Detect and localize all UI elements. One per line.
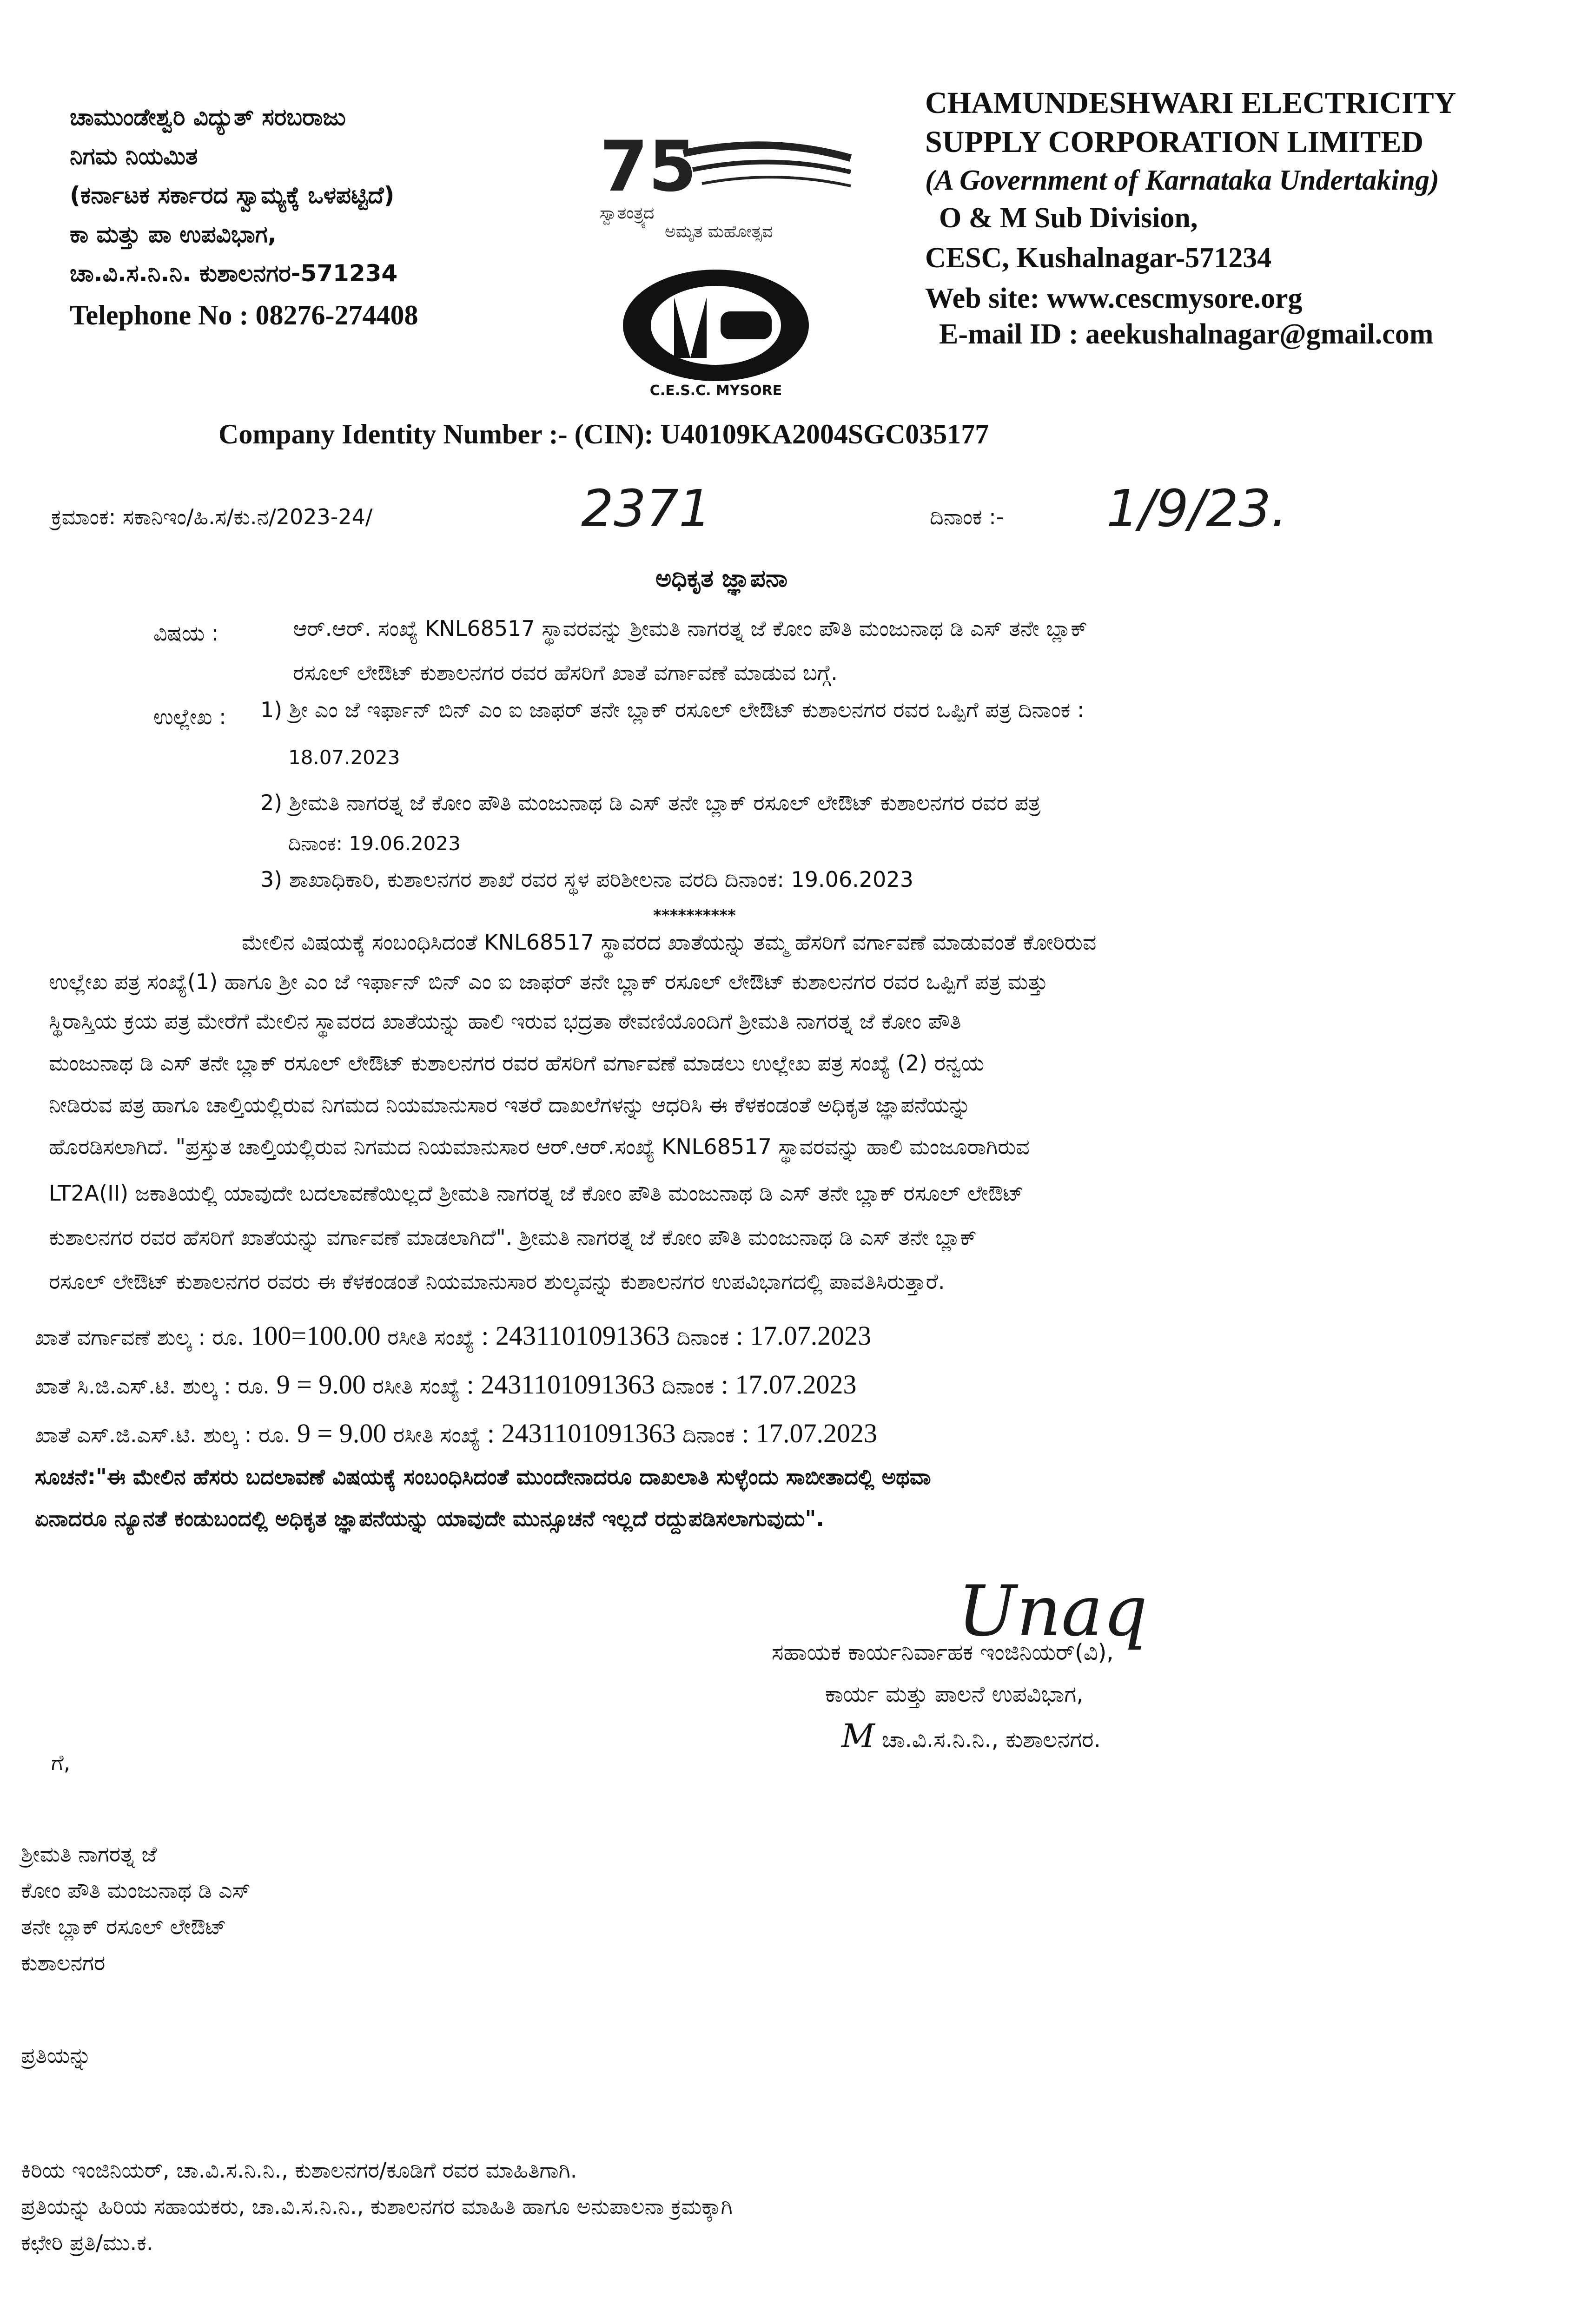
org-govt-kn: (ಕರ್ನಾಟಕ ಸರ್ಕಾರದ ಸ್ವಾಮ್ಯಕ್ಕೆ ಒಳಪಟ್ಟಿದೆ) [70,182,395,209]
subject-line-2: ರಸೂಲ್ ಲೇಔಟ್ ಕುಶಾಲನಗರ ರವರ ಹೆಸರಿಗೆ ಖಾತೆ ವರ್ಗಾವಣೆ ಮಾಡುವ ಬಗ್ಗೆ. [293,660,838,685]
amrit-badge-icon [590,125,897,242]
separator: ********** [653,906,736,925]
fee-row-sgst: ಖಾತೆ ಎಸ್.ಜಿ.ಎಸ್.ಟಿ. ಶುಲ್ಕ : ರೂ. 9 = 9.00 ರಸೀತಿ ಸಂಖ್ಯೆ : 2431101091363 ದಿನಾಂಕ : 17.07.2023 [35,1418,877,1448]
recipient-line-3: ತನೇ ಬ್ಲಾಕ್ ರಸೂಲ್ ಲೇಔಟ್ [21,1914,226,1939]
recipient-line-1: ಶ್ರೀಮತಿ ನಾಗರತ್ನ ಜೆ [21,1842,157,1867]
reference-2-date: ದಿನಾಂಕ: 19.06.2023 [288,832,461,855]
subdivision-en: O & M Sub Division, [939,202,1198,234]
copy-list [21,2152,733,2261]
paragraph-line-9: ರಸೂಲ್ ಲೇಔಟ್ ಕುಶಾಲನಗರ ರವರು ಈ ಕೆಳಕಂಡಂತೆ ನಿಯಮಾನುಸಾರ ಶುಲ್ಕವನ್ನು ಕುಶಾಲನಗರ ಉಪವಿಭಾಗದಲ್ಲಿ ಪಾವತಿಸಿರುತ್ತಾರೆ. [49,1269,945,1294]
signature-handwritten: Unaq [958,1571,1148,1652]
copy-line-1: ಕಿರಿಯ ಇಂಜಿನಿಯರ್, ಚಾ.ವಿ.ಸ.ನಿ.ನಿ., ಕುಶಾಲನಗರ/ಕೂಡಿಗೆ ರವರ ಮಾಹಿತಿಗಾಗಿ. [21,2158,577,2183]
cesc-logo [609,260,823,400]
signatory-location: M ಚಾ.ವಿ.ಸ.ನಿ.ನಿ., ಕುಶಾಲನಗರ. [841,1717,1101,1755]
email: E-mail ID : aeekushalnagar@gmail.com [939,318,1434,350]
note-line-2: ಏನಾದರೂ ನ್ಯೂನತೆ ಕಂಡುಬಂದಲ್ಲಿ ಅಧಿಕೃತ ಜ್ಞಾಪನೆಯನ್ನು ಯಾವುದೇ ಮುನ್ಸೂಚನೆ ಇಲ್ಲದೆ ರದ್ದುಪಡಿಸಲಾಗುವುದು". [35,1506,824,1531]
logo-caption: C.E.S.C. MYSORE [649,383,782,399]
initial-mark: M [841,1717,875,1755]
subject-label: ವಿಷಯ : [153,621,219,646]
fee-row-cgst: ಖಾತೆ ಸಿ.ಜಿ.ಎಸ್.ಟಿ. ಶುಲ್ಕ : ರೂ. 9 = 9.00 ರಸೀತಿ ಸಂಖ್ಯೆ : 2431101091363 ದಿನಾಂಕ : 17.07.2023 [35,1369,857,1400]
note-line-1: ಸೂಚನೆ:"ಈ ಮೇಲಿನ ಹೆಸರು ಬದಲಾವಣೆ ವಿಷಯಕ್ಕೆ ಸಂಬಂಧಿಸಿದಂತೆ ಮುಂದೇನಾದರೂ ದಾಖಲಾತಿ ಸುಳ್ಳೆಂದು ಸಾಬೀತಾದಲ್ಲಿ ಅಥವಾ [35,1464,931,1489]
date-label: ದಿನಾಂಕ :- [930,504,1004,529]
ref-number-handwritten: 2371 [581,479,711,538]
subdivision-kn: ಕಾ ಮತ್ತು ಪಾ ಉಪವಿಭಾಗ, [70,221,277,248]
reference-3: 3) ಶಾಖಾಧಿಕಾರಿ, ಕುಶಾಲನಗರ ಶಾಖೆ ರವರ ಸ್ಥಳ ಪರಿಶೀಲನಾ ವರದಿ ದಿನಾಂಕ: 19.06.2023 [260,867,913,892]
org-govt-en: (A Government of Karnataka Undertaking) [925,165,1439,196]
to-label: ಗೆ, [51,1750,71,1775]
website: Web site: www.cescmysore.org [925,283,1303,314]
header-left-block [70,98,418,335]
paragraph-line-8: ಕುಶಾಲನಗರ ರವರ ಹೆಸರಿಗೆ ಖಾತೆಯನ್ನು ವರ್ಗಾವಣೆ ಮಾಡಲಾಗಿದೆ". ಶ್ರೀಮತಿ ನಾಗರತ್ನ ಜೆ ಕೋಂ ಪೌತಿ ಮಂಜುನಾಥ ಡಿ ಎಸ್ ತನೇ ಬ್ಲಾಕ್ [49,1225,977,1250]
badge-caption-2: ಅಮೃತ ಮಹೋತ್ಸವ [665,222,773,241]
amrit-badge [590,125,897,242]
org-name-kn-1: ಚಾಮುಂಡೇಶ್ವರಿ ವಿದ್ಯುತ್ ಸರಬರಾಜು [70,104,346,131]
paragraph-line-4: ಮಂಜುನಾಥ ಡಿ ಎಸ್ ತನೇ ಬ್ಲಾಕ್ ರಸೂಲ್ ಲೇಔಟ್ ಕುಶಾಲನಗರ ರವರ ಹೆಸರಿಗೆ ವರ್ಗಾವಣೆ ಮಾಡಲು ಉಲ್ಲೇಖ ಪತ್ರ ಸಂಖ್ಯೆ (2) ರನ್ವಯ [49,1050,985,1076]
telephone: Telephone No : 08276-274408 [70,300,418,330]
fee-row-transfer: ಖಾತೆ ವರ್ಗಾವಣೆ ಶುಲ್ಕ : ರೂ. 100=100.00 ರಸೀತಿ ಸಂಖ್ಯೆ : 2431101091363 ದಿನಾಂಕ : 17.07.2023 [35,1320,872,1351]
signature-block [772,1631,1114,1761]
copy-line-2: ಪ್ರತಿಯನ್ನು ಹಿರಿಯ ಸಹಾಯಕರು, ಚಾ.ವಿ.ಸ.ನಿ.ನಿ., ಕುಶಾಲನಗರ ಮಾಹಿತಿ ಹಾಗೂ ಅನುಪಾಲನಾ ಕ್ರಮಕ್ಕಾಗಿ [21,2194,733,2219]
reference-1-date: 18.07.2023 [288,746,400,769]
page-title: ಅಧಿಕೃತ ಜ್ಞಾಪನಾ [655,565,788,593]
signatory-office: ಕಾರ್ಯ ಮತ್ತು ಪಾಲನೆ ಉಪವಿಭಾಗ, [825,1681,1084,1707]
badge-caption-1: ಸ್ವಾತಂತ್ರ್ಯದ [600,204,655,223]
address-en: CESC, Kushalnagar-571234 [925,242,1272,274]
reference-1: 1) ಶ್ರೀ ಎಂ ಜೆ ಇರ್ಫಾನ್ ಬಿನ್ ಎಂ ಐ ಜಾಫರ್ ತನೇ ಬ್ಲಾಕ್ ರಸೂಲ್ ಲೇಔಟ್ ಕುಶಾಲನಗರ ರವರ ಒಪ್ಪಿಗೆ ಪತ್ರ ದಿನಾಂಕ : [260,697,1085,722]
badge-number: 75 [600,126,697,207]
reference-2: 2) ಶ್ರೀಮತಿ ನಾಗರತ್ನ ಜೆ ಕೋಂ ಪೌತಿ ಮಂಜುನಾಥ ಡಿ ಎಸ್ ತನೇ ಬ್ಲಾಕ್ ರಸೂಲ್ ಲೇಔಟ್ ಕುಶಾಲನಗರ ರವರ ಪತ್ರ [260,790,1041,815]
subject-line-1: ಆರ್.ಆರ್. ಸಂಖ್ಯೆ KNL68517 ಸ್ಥಾವರವನ್ನು ಶ್ರೀಮತಿ ನಾಗರತ್ನ ಜೆ ಕೋಂ ಪೌತಿ ಮಂಜುನಾಥ ಡಿ ಎಸ್ ತನೇ ಬ್ಲಾಕ್ [293,616,1087,641]
header-right-block [925,84,1456,350]
recipient-line-2: ಕೋಂ ಪೌತಿ ಮಂಜುನಾಥ ಡಿ ಎಸ್ [21,1878,251,1903]
org-name-en-2: SUPPLY CORPORATION LIMITED [925,125,1424,159]
date-handwritten: 1/9/23. [1106,479,1288,538]
paragraph-line-2: ಉಲ್ಲೇಖ ಪತ್ರ ಸಂಖ್ಯೆ(1) ಹಾಗೂ ಶ್ರೀ ಎಂ ಜೆ ಇರ್ಫಾನ್ ಬಿನ್ ಎಂ ಐ ಜಾಫರ್ ತನೇ ಬ್ಲಾಕ್ ರಸೂಲ್ ಲೇಔಟ್ ಕುಶಾಲನಗರ ರವರ ಒಪ್ಪಿಗೆ ಪತ್ರ ಮತ್ತು [49,969,1048,994]
signatory-designation: ಸಹಾಯಕ ಕಾರ್ಯನಿರ್ವಾಹಕ ಇಂಜಿನಿಯರ್(ವಿ), [772,1639,1114,1665]
recipient-address [21,1836,251,1981]
copy-line-3: ಕಛೇರಿ ಪ್ರತಿ/ಮು.ಕ. [21,2230,153,2255]
paragraph-line-1: ಮೇಲಿನ ವಿಷಯಕ್ಕೆ ಸಂಬಂಧಿಸಿದಂತೆ KNL68517 ಸ್ಥಾವರದ ಖಾತೆಯನ್ನು ತಮ್ಮ ಹೆಸರಿಗೆ ವರ್ಗಾವಣೆ ಮಾಡುವಂತೆ ಕೋರಿರುವ [242,930,1097,955]
org-name-kn-2: ನಿಗಮ ನಿಯಮಿತ [70,143,198,170]
ref-label: ಕ್ರಮಾಂಕ: ಸಕಾನಿಇಂ/ಹಿ.ಸ/ಕು.ನ/2023-24/ [51,504,373,529]
org-name-en-1: CHAMUNDESHWARI ELECTRICITY [925,86,1456,120]
cesc-logo-icon [609,260,823,400]
paragraph-line-7: LT2A(II) ಜಕಾತಿಯಲ್ಲಿ ಯಾವುದೇ ಬದಲಾವಣೆಯಿಲ್ಲದೆ ಶ್ರೀಮತಿ ನಾಗರತ್ನ ಜೆ ಕೋಂ ಪೌತಿ ಮಂಜುನಾಥ ಡಿ ಎಸ್ ತನೇ ಬ್ಲಾಕ್ ರಸೂಲ್ ಲೇಔಟ್ [49,1181,1024,1206]
address-kn: ಚಾ.ವಿ.ಸ.ನಿ.ನಿ. ಕುಶಾಲನಗರ-571234 [70,260,398,287]
paragraph-line-6: ಹೊರಡಿಸಲಾಗಿದೆ. "ಪ್ರಸ್ತುತ ಚಾಲ್ತಿಯಲ್ಲಿರುವ ನಿಗಮದ ನಿಯಮಾನುಸಾರ ಆರ್.ಆರ್.ಸಂಖ್ಯೆ KNL68517 ಸ್ಥಾವರವನ್ನು ಹಾಲಿ ಮಂಜೂರಾಗಿರುವ [49,1134,1030,1159]
paragraph-line-3: ಸ್ಥಿರಾಸ್ತಿಯ ಕ್ರಯ ಪತ್ರ ಮೇರೆಗೆ ಮೇಲಿನ ಸ್ಥಾವರದ ಖಾತೆಯನ್ನು ಹಾಲಿ ಇರುವ ಭದ್ರತಾ ಠೇವಣಿಯೊಂದಿಗೆ ಶ್ರೀಮತಿ ನಾಗರತ್ನ ಜೆ ಕೋಂ ಪೌತಿ [49,1009,961,1034]
recipient-line-4: ಕುಶಾಲನಗರ [21,1950,106,1975]
paragraph-line-5: ನೀಡಿರುವ ಪತ್ರ ಹಾಗೂ ಚಾಲ್ತಿಯಲ್ಲಿರುವ ನಿಗಮದ ನಿಯಮಾನುಸಾರ ಇತರೆ ದಾಖಲೆಗಳನ್ನು ಆಧರಿಸಿ ಈ ಕೆಳಕಂಡಂತೆ ಅಧಿಕೃತ ಜ್ಞಾಪನೆಯನ್ನು [49,1092,971,1117]
cin-line: Company Identity Number :- (CIN): U40109KA2004SGC035177 [218,419,989,449]
copy-label: ಪ್ರತಿಯನ್ನು [21,2043,92,2068]
references-label: ಉಲ್ಲೇಖ : [153,704,226,729]
